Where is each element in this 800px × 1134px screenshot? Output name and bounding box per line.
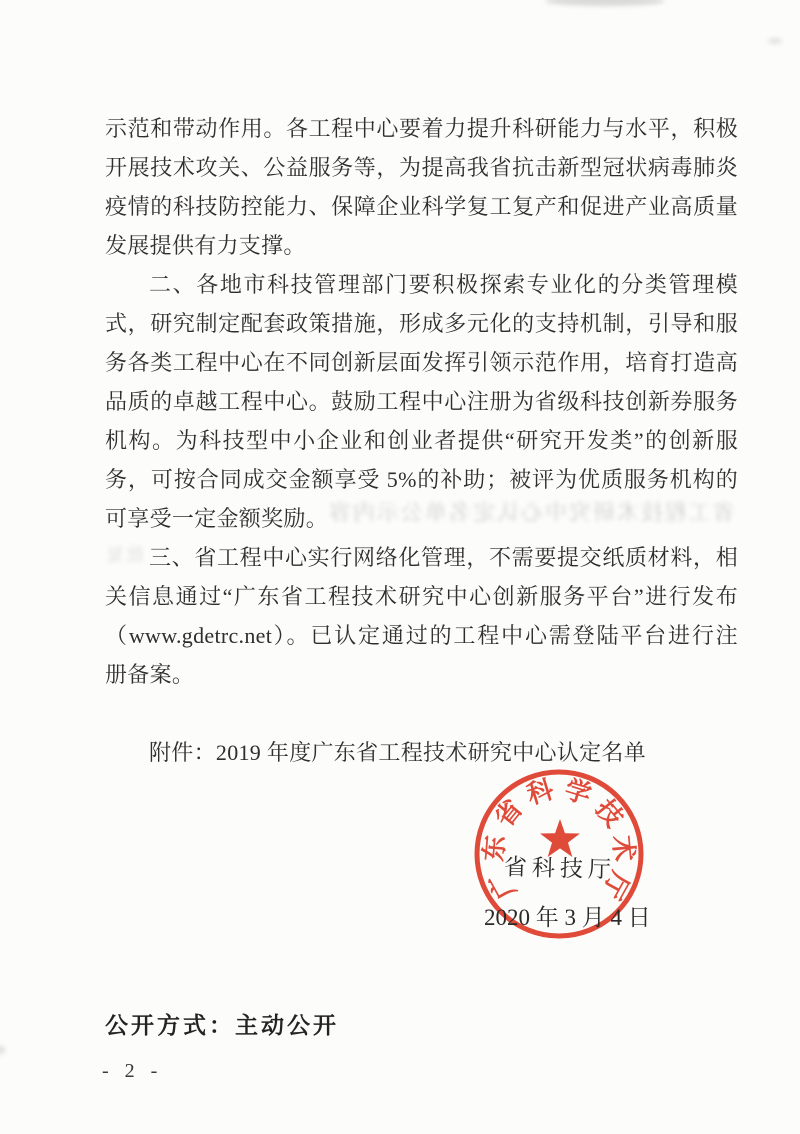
text-line: 机构。为科技型中小企业和创业者提供“研究开发类”的创新服 bbox=[105, 428, 738, 453]
text-line: 务，可按合同成交金额享受 5%的补助；被评为优质服务机构的 bbox=[105, 467, 738, 492]
text-line: 疫情的科技防控能力、保障企业科学复工复产和促进产业高质量 bbox=[105, 194, 738, 219]
seal-character: 科 bbox=[523, 774, 557, 810]
seal-character: 术 bbox=[607, 834, 639, 863]
text-line: 二、各地市科技管理部门要积极探索专业化的分类管理模 bbox=[149, 272, 738, 297]
seal-character: 技 bbox=[589, 794, 629, 833]
blank-line bbox=[105, 694, 738, 733]
text-line: 开展技术攻关、公益服务等，为提高我省抗击新型冠状病毒肺炎 bbox=[105, 155, 738, 180]
bleedthrough-artifact: 省工程技术研究中心认定名单公示内容 bbox=[326, 500, 735, 525]
document-body-text bbox=[105, 109, 738, 772]
text-line: 关信息通过“广东省工程技术研究中心创新服务平台”进行发布 bbox=[105, 584, 738, 609]
text-line: 式，研究制定配套政策措施，形成多元化的支持机制，引导和服 bbox=[105, 311, 738, 336]
seal-character: 学 bbox=[561, 774, 595, 810]
text-line: 可享受一定金额奖励。 bbox=[105, 506, 329, 531]
signature-agency: 省科技厅 bbox=[503, 854, 617, 883]
bleedthrough-artifact: 批复 bbox=[104, 545, 144, 565]
seal-character: 东 bbox=[479, 834, 511, 863]
text-line: 务各类工程中心在不同创新层面发挥引领示范作用，培育打造高 bbox=[105, 350, 738, 375]
text-line: 发展提供有力支撑。 bbox=[105, 233, 306, 258]
page-number: - 2 - bbox=[102, 1060, 162, 1082]
scan-smudge bbox=[545, 0, 665, 6]
scan-smudge bbox=[768, 38, 782, 44]
scan-smudge bbox=[0, 1046, 5, 1054]
signature-date: 2020 年 3 月 4 日 bbox=[484, 905, 651, 930]
text-line: 附件：2019 年度广东省工程技术研究中心认定名单 bbox=[149, 740, 647, 765]
publicity-method-label: 公开方式：主动公开 bbox=[105, 1012, 339, 1038]
text-line: 品质的卓越工程中心。鼓励工程中心注册为省级科技创新券服务 bbox=[105, 389, 738, 414]
seal-character: 广 bbox=[483, 866, 522, 904]
text-line: 册备案。 bbox=[105, 662, 195, 687]
text-line: （www.gdetrc.net）。已认定通过的工程中心需登陆平台进行注 bbox=[105, 623, 738, 648]
seal-character: 厅 bbox=[596, 866, 635, 904]
text-line: 示范和带动作用。各工程中心要着力提升科研能力与水平，积极 bbox=[105, 116, 738, 141]
text-line: 三、省工程中心实行网络化管理，不需要提交纸质材料，相 bbox=[149, 545, 738, 570]
seal-character: 省 bbox=[489, 794, 529, 833]
